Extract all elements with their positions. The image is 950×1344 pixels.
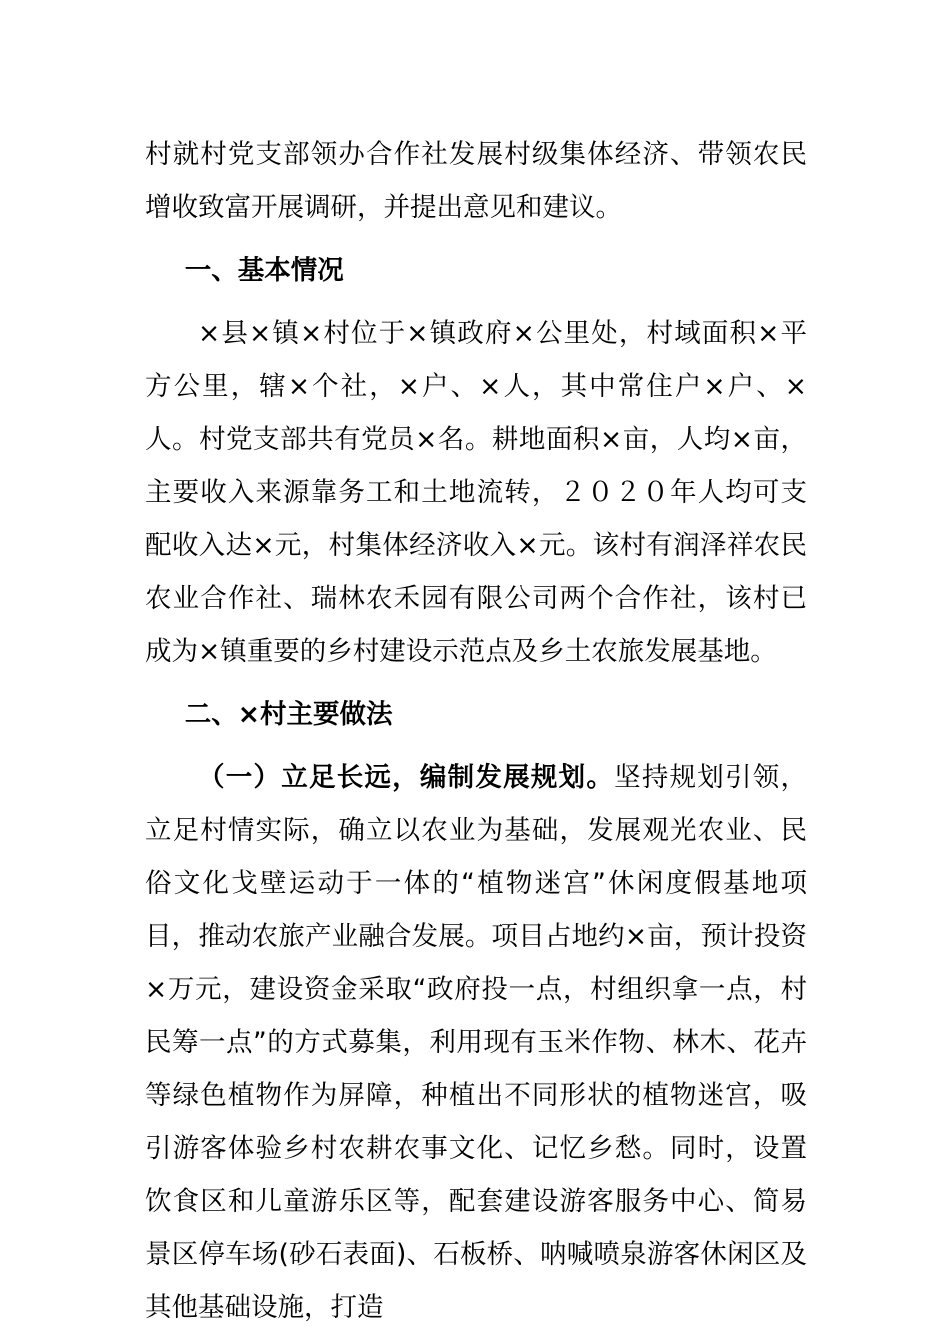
document-body [145,128,807,1344]
section-heading-main-practices: 二、×村主要做法 [184,699,393,730]
paragraph-planning [145,751,807,1334]
paragraph-planning-text: 坚持规划引领，立足村情实际，确立以农业为基础，发展观光农业、民俗文化戈壁运动于一体的“植物迷宫”休闲度假基地项目，推动农旅产业融合发展。项目占地约×亩，预计投资×万元，建设资金采取“政府投一点，村组织拿一点，村民筹一点”的方式募集，利用现有玉米作物、林木、花卉等绿色植物作为屏障，种植出不同形状的植物迷宫，吸引游客体验乡村农耕农事文化、记忆乡愁。同时，设置饮食区和儿童游乐区等，配套建设游客服务中心、简易景区停车场(砂石表面)、石板桥、呐喊喷泉游客休闲区及其他基础设施，打造 [145,762,808,1323]
section-heading-basic-situation: 一、基本情况 [184,255,344,286]
paragraph-basic-situation: ×县×镇×村位于×镇政府×公里处，村域面积×平方公里，辖×个社，×户、×人，其中常住户×户、×人。村党支部共有党员×名。耕地面积×亩，人均×亩，主要收入来源靠务工和土地流转，２０２０年人均可支配收入达×元，村集体经济收入×元。该村有润泽祥农民农业合作社、瑞林农禾园有限公司两个合作社，该村已成为×镇重要的乡村建设示范点及乡土农旅发展基地。 [145,318,807,667]
paragraph-planning-lead: （一）立足长远，编制发展规划。 [198,762,615,793]
paragraph-intro-continuation: 村就村党支部领办合作社发展村级集体经济、带领农民增收致富开展调研，并提出意见和建议。 [145,139,807,223]
